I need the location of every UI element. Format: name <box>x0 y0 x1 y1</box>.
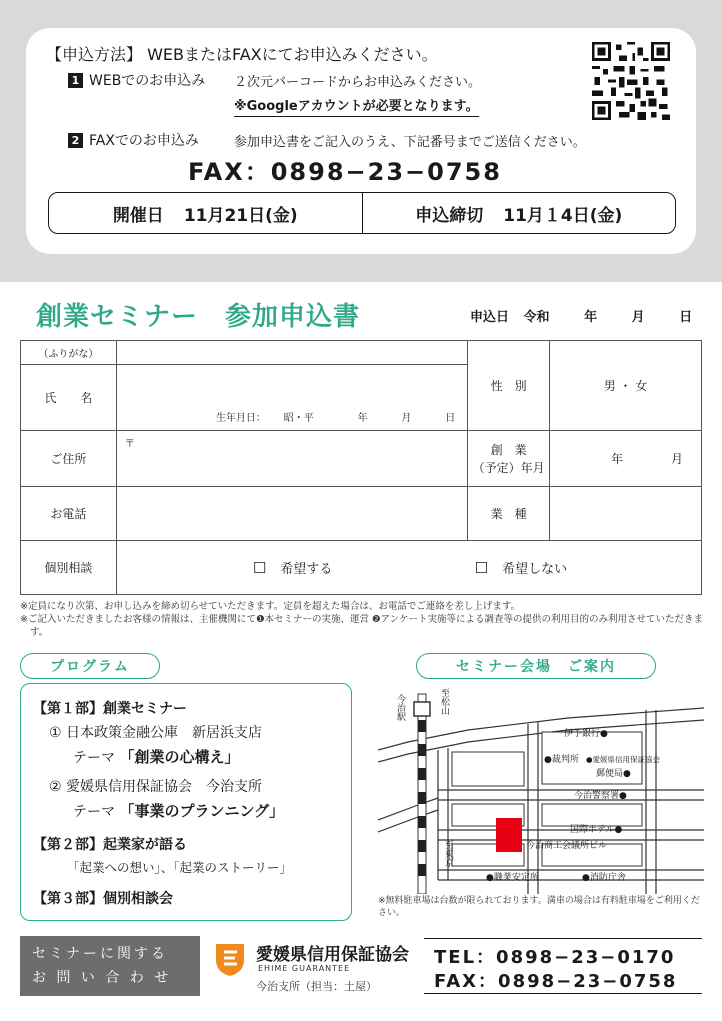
event-date-label: 開催日 <box>112 205 164 226</box>
contact-line2: お 問 い 合 わ せ <box>32 970 172 986</box>
part1-item2-org: ② 愛媛県信用保証協会 今治支所 <box>49 779 263 795</box>
birth-era: 昭・平 <box>283 413 314 424</box>
date-bar <box>48 192 676 234</box>
contact-line1: セミナーに関する <box>32 946 168 962</box>
deadline-value: 11月１4日(金) <box>503 205 623 226</box>
map-label-to-tokyo: 至東京 <box>443 840 453 867</box>
address-label: ご住所 <box>21 431 117 487</box>
part1-item1-org: ① 日本政策金融公庫 新居浜支店 <box>49 725 263 741</box>
birth-year: 年 <box>357 413 368 424</box>
gender-label: 性 別 <box>468 341 550 431</box>
program-box <box>20 683 352 921</box>
part3-heading: 【第３部】個別相談会 <box>33 891 173 907</box>
contact-numbers <box>424 938 702 994</box>
industry-label: 業 種 <box>468 487 550 541</box>
map-label-post: 郵便局● <box>596 769 631 779</box>
name-field[interactable] <box>116 365 467 431</box>
fax-description: 参加申込書をご記入のうえ、下記番号までご送信ください。 <box>234 135 586 150</box>
event-date-value: 11月21日(金) <box>183 205 298 226</box>
map-label-court: ●裁判所 <box>544 755 579 765</box>
part2-heading: 【第２部】起業家が語る <box>33 837 187 853</box>
map-label-to-matsuyama: 至松山 <box>439 688 449 715</box>
part2-description: 「起業への想い」、「起業のストーリー」 <box>67 860 293 875</box>
part1-heading: 【第１部】創業セミナー <box>33 701 187 717</box>
apply-date-month: 月 <box>631 310 645 325</box>
consult-options <box>116 541 701 595</box>
web-description: ２次元バーコードからお申込みください。 <box>234 75 482 90</box>
deadline-block <box>363 193 676 233</box>
apply-date-day: 日 <box>679 310 693 325</box>
address-field[interactable] <box>116 431 467 487</box>
founding-month: 月 <box>670 452 683 466</box>
event-date-block <box>49 193 363 233</box>
furigana-label: （ふりがな） <box>21 341 117 365</box>
birth-label: 生年月日： <box>215 413 266 424</box>
apply-date-era: 令和 <box>523 310 550 325</box>
name-label: 氏 名 <box>21 365 117 431</box>
application-card <box>26 28 696 254</box>
contact-box <box>20 936 200 996</box>
org-name-en: EHIME GUARANTEE <box>258 964 351 973</box>
theme-title: 「事業のプランニング」 <box>119 802 285 820</box>
application-form-table <box>20 340 702 595</box>
founding-field[interactable] <box>550 431 702 487</box>
consult-no-label: 希望しない <box>502 562 568 577</box>
fax-number: FAX：0898−23−0758 <box>188 158 502 186</box>
note-line: ※定員になり次第、お申し込みを締め切らせていただきます。定員を超えた場合は、お電話でご連絡を差し上げます。 <box>20 601 521 612</box>
map-label-station: 今治駅 <box>395 694 405 721</box>
map-label-police: 今治警察署● <box>574 791 627 801</box>
apply-date-line <box>470 306 692 325</box>
venue-map <box>378 680 704 894</box>
apply-date-year: 年 <box>584 310 598 325</box>
founding-year: 年 <box>611 452 624 466</box>
ehime-guarantee-logo-icon <box>210 938 250 978</box>
map-label-chamber: 今治商工会議所ビル <box>526 841 608 851</box>
founding-label-line2: （予定）年月 <box>472 460 545 475</box>
map-label-hotel: 国際ホテル● <box>570 825 623 835</box>
birth-month: 月 <box>401 413 412 424</box>
furigana-field[interactable] <box>116 341 467 365</box>
number-badge: 2 <box>68 133 83 148</box>
fax-method-label <box>68 130 199 150</box>
fax-label-text: FAXでのお申込み <box>89 133 199 149</box>
number-badge: 1 <box>68 73 83 88</box>
consult-label: 個別相談 <box>21 541 117 595</box>
fax-number-footer[interactable]: FAX：0898−23−0758 <box>434 971 678 992</box>
phone-label: お電話 <box>21 487 117 541</box>
note-line: ※ご記入いただきましたお客様の情報は、主催機関にて❶本セミナーの実施、運営 ❷アンケート実施等による調査等の提供の利用目的のみ利用させていただきます。 <box>20 614 703 638</box>
qr-code-icon[interactable] <box>592 42 670 120</box>
deadline-label: 申込締切 <box>415 205 484 226</box>
theme-title: 「創業の心構え」 <box>119 748 240 766</box>
theme-label: テーマ <box>73 804 115 820</box>
web-method-label <box>68 70 205 90</box>
map-label-iyo-bank: 伊予銀行● <box>564 729 608 739</box>
web-label-text: WEBでのお申込み <box>89 73 206 89</box>
consult-yes-label: 希望する <box>280 562 333 577</box>
venue-heading: セミナー会場 ご案内 <box>416 653 656 679</box>
parking-note: ※無料駐車場は台数が限られております。満車の場合は有料駐車場をご利用ください。 <box>378 896 700 918</box>
industry-field[interactable] <box>550 487 702 541</box>
phone-field[interactable] <box>116 487 467 541</box>
consult-yes-checkbox[interactable]: ☐ <box>252 559 267 577</box>
birth-day: 日 <box>445 413 456 424</box>
google-account-note: ※Googleアカウントが必要となります。 <box>234 95 479 117</box>
map-label-guarantee: ●愛媛県信用保証協会 <box>586 755 661 764</box>
tel-number[interactable]: TEL：0898−23−0170 <box>434 947 676 968</box>
program-heading: プログラム <box>20 653 160 679</box>
theme-label: テーマ <box>73 750 115 766</box>
org-branch: 今治支所（担当：土屋） <box>256 980 377 993</box>
part1-item1-theme <box>73 746 239 767</box>
form-title: 創業セミナー 参加申込書 <box>36 302 361 332</box>
map-label-employment: ●職業安定所 <box>486 873 539 883</box>
part1-item2-theme <box>73 800 284 821</box>
founding-label <box>468 431 550 487</box>
founding-label-line1: 創 業 <box>490 442 527 457</box>
form-notes <box>20 600 704 639</box>
map-label-fire: ●消防庁舎 <box>582 873 626 883</box>
consult-no-checkbox[interactable]: ☐ <box>474 559 489 577</box>
venue-marker[interactable] <box>496 818 522 852</box>
method-title: 【申込方法】 WEBまたはFAXにてお申込みください。 <box>46 45 438 64</box>
postal-mark: 〒 <box>124 439 135 450</box>
gender-options[interactable]: 男 ・ 女 <box>550 341 702 431</box>
org-name: 愛媛県信用保証協会 <box>256 945 409 965</box>
apply-date-label: 申込日 <box>470 310 510 325</box>
